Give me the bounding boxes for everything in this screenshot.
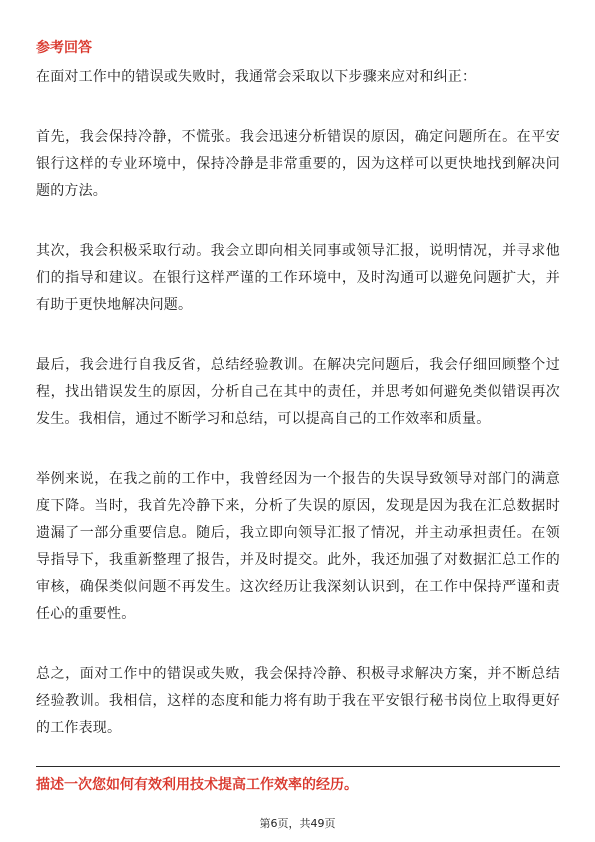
answer-paragraph-summary: 总之，面对工作中的错误或失败，我会保持冷静、积极寻求解决方案，并不断总结经验教训。我相信，这样的态度和能力将有助于我在平安银行秘书岗位上取得更好的工作表现。	[36, 666, 560, 736]
section-divider	[36, 766, 560, 767]
answer-paragraph-second: 其次，我会积极采取行动。我会立即向相关同事或领导汇报，说明情况，并寻求他们的指导和建议。在银行这样严谨的工作环境中，及时沟通可以避免问题扩大，并有助于更快地解决问题。	[36, 243, 560, 313]
answer-paragraph-example: 举例来说，在我之前的工作中，我曾经因为一个报告的失误导致领导对部门的满意度下降。当时，我首先冷静下来，分析了失误的原因，发现是因为我在汇总数据时遗漏了一部分重要信息。随后，我立即向领导汇报了情况，并主动承担责任。在领导指导下，我重新整理了报告，并及时提交。此外，我还加强了对数据汇总工作的审核，确保类似问题不再发生。这次经历让我深刻认识到，在工作中保持严谨和责任心的重要性。	[36, 471, 560, 622]
answer-body	[36, 64, 560, 775]
section-heading: 参考回答	[36, 40, 92, 56]
page-number-footer: 第6页，共49页	[259, 817, 336, 830]
answer-paragraph-intro: 在面对工作中的错误或失败时，我通常会采取以下步骤来应对和纠正：	[36, 69, 477, 85]
answer-paragraph-first: 首先，我会保持冷静，不慌张。我会迅速分析错误的原因，确定问题所在。在平安银行这样的专业环境中，保持冷静是非常重要的，因为这样可以更快地找到解决问题的方法。	[36, 129, 560, 199]
answer-paragraph-finally: 最后，我会进行自我反省，总结经验教训。在解决完问题后，我会仔细回顾整个过程，找出错误发生的原因，分析自己在其中的责任，并思考如何避免类似错误再次发生。我相信，通过不断学习和总结，可以提高自己的工作效率和质量。	[36, 357, 560, 427]
next-question: 描述一次您如何有效利用技术提高工作效率的经历。	[36, 777, 358, 793]
